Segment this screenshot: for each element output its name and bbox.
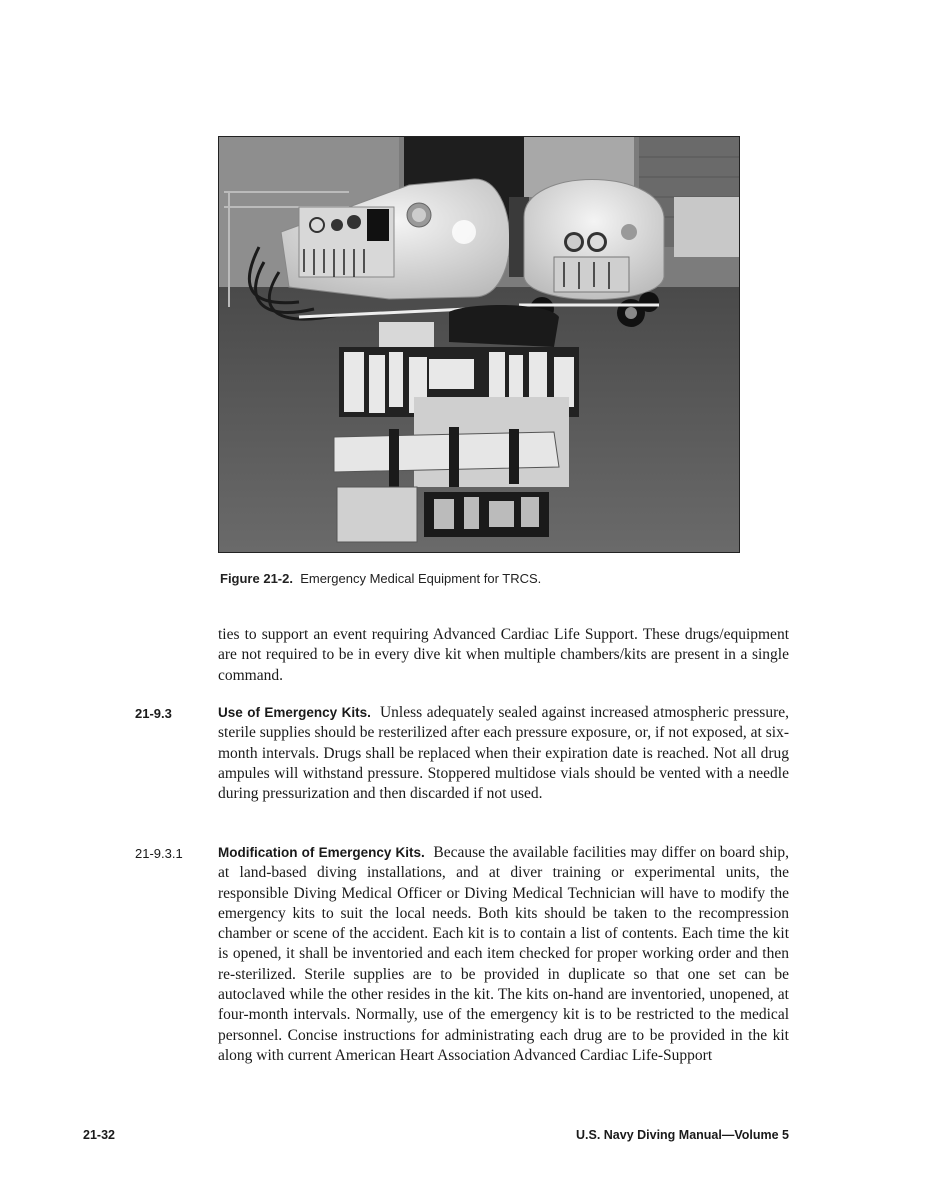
subsection-paragraph [218,843,789,1066]
section-number: 21-9.3 [135,706,172,721]
subsection-text: Because the available facilities may differ on board ship, at land-based diving installations, and at diver training or experimental units, the responsible Diving Medical Officer or Diving Medical Technician will have to modify the emergency kits to suit the local needs. Both kits should be taken to the recompression chamber or scene of the accident. Each kit is to contain a list of contents. Each time the kit is opened, it shall be inventoried and each item checked for proper working order and then re-sterilized. Sterile supplies are to be provided in duplicate so that one set can be autoclaved while the other resides in the kit. The kits on-hand are inventoried, unopened, at four-month intervals. Normally, use of the emergency kit is to be restricted to the medical personnel. Concise instructions for administrating each drug are to be provided in the kit along with current American Heart Association Advanced Cardiac Life-Support [218,844,789,1064]
section-text: Unless adequately sealed against increased atmospheric pressure, sterile supplies should be resterilized after each pressure exposure, or, if not exposed, at six-month intervals. Drugs shall be replaced when their expiration date is reached. Not all drug ampules will withstand pressure. Stoppered multidose vials should be vented with a needle during pressurization and then discarded if not used. [218,704,790,803]
section-paragraph [218,703,789,804]
figure-label: Figure 21-2. [220,571,293,586]
section-title: Use of Emergency Kits. [218,705,371,720]
subsection-number: 21-9.3.1 [135,846,183,861]
subsection-title: Modification of Emergency Kits. [218,845,425,860]
chamber-equipment-photo [219,137,739,552]
figure-caption-text: Emergency Medical Equipment for TRCS. [300,571,542,586]
footer-page-number: 21-32 [83,1128,115,1142]
continuation-paragraph: ties to support an event requiring Advanced Cardiac Life Support. These drugs/equipment are not required to be in every dive kit when multiple chambers/kits are present in a single command. [218,626,789,684]
figure-caption [220,571,541,586]
figure-photo [218,136,740,553]
footer-title: U.S. Navy Diving Manual—Volume 5 [575,1128,789,1142]
